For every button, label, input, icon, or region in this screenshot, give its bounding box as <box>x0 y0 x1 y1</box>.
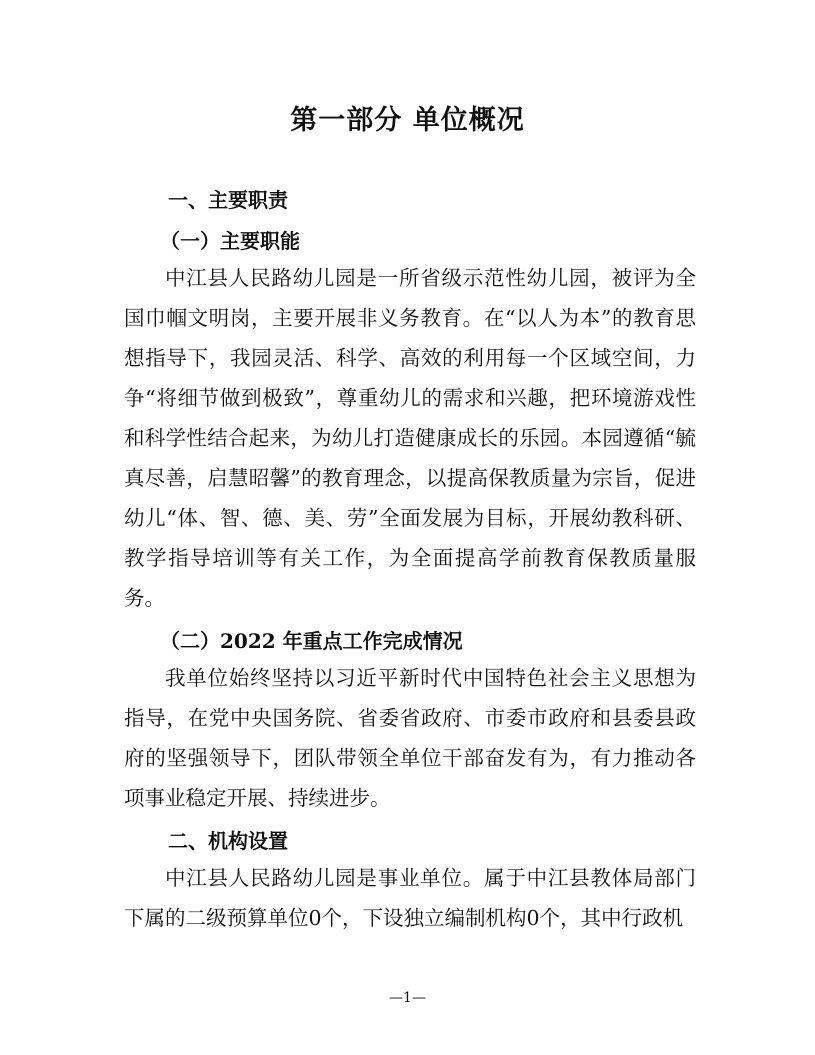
paragraph-2022-work: 我单位始终坚持以习近平新时代中国特色社会主义思想为指导，在党中央国务院、省委省政府、市委市政府和县委县政府的坚强领导下，团队带领全单位干部奋发有为，有力推动各项事业稳定开展、持续进步。 <box>124 666 696 810</box>
subsection-heading-functions: （一）主要职能 <box>160 229 300 253</box>
paragraph-functions: 中江县人民路幼儿园是一所省级示范性幼儿园，被评为全国巾帼文明岗，主要开展非义务教育。在“以人为本”的教育思想指导下，我园灵活、科学、高效的利用每一个区域空间，力争“将细节做到极致”，尊重幼儿的需求和兴趣，把环境游戏性和科学性结合起来，为幼儿打造健康成长的乐园。本园遵循“毓真尽善，启慧昭馨”的教育理念，以提高保教质量为宗旨，促进幼儿“体、智、德、美、劳”全面发展为目标，开展幼教科研、教学指导培训等有关工作，为全面提高学前教育保教质量服务。 <box>124 266 696 610</box>
subsection-heading-2022-work: （二）2022 年重点工作完成情况 <box>160 629 463 653</box>
page-title: 第一部分 单位概况 <box>290 105 525 136</box>
section-heading-duties: 一、主要职责 <box>168 188 288 212</box>
paragraph-organization: 中江县人民路幼儿园是事业单位。属于中江县教体局部门下属的二级预算单位0个，下设独立编制机构0个，其中行政机 <box>124 866 696 930</box>
section-heading-organization: 二、机构设置 <box>168 829 288 853</box>
page-number: —1— <box>389 990 426 1006</box>
